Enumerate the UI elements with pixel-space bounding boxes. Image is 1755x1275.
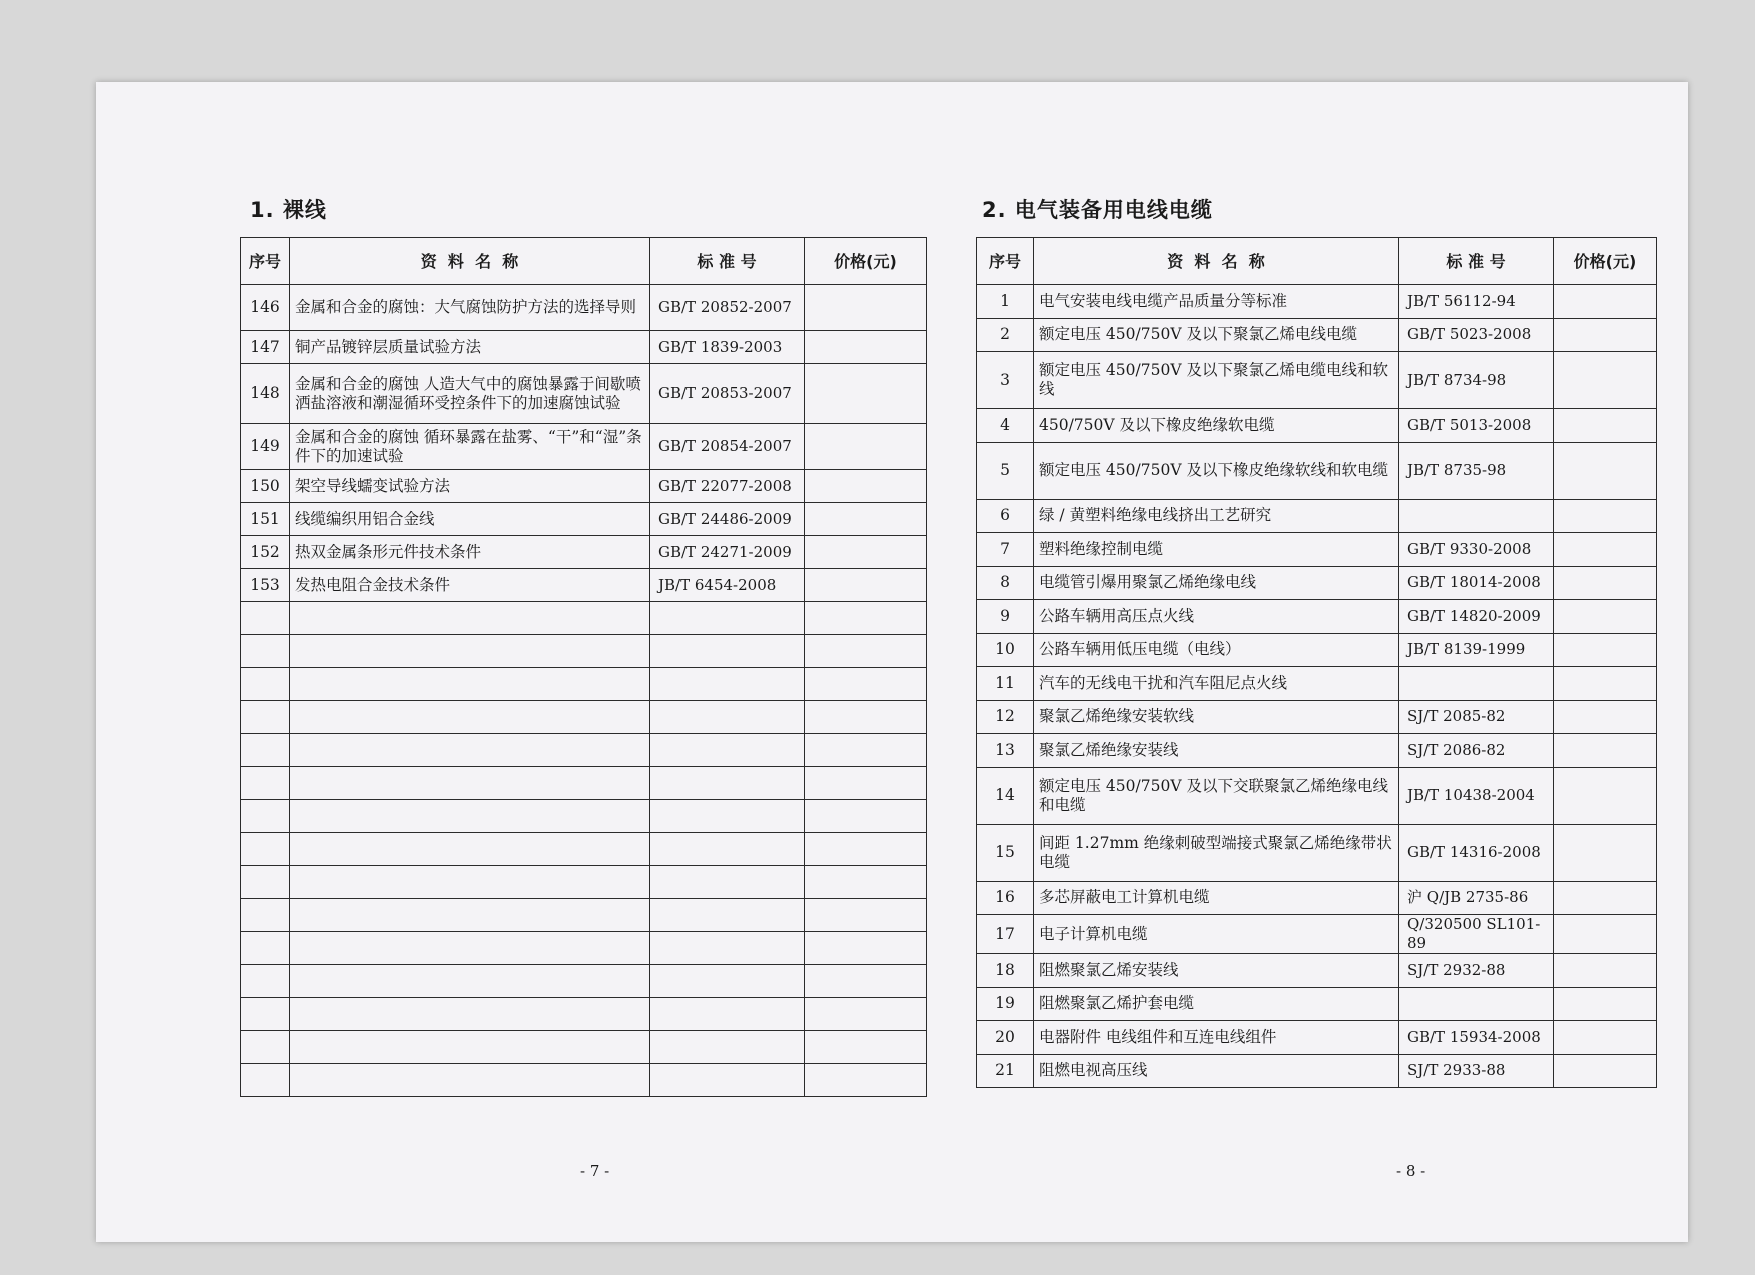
header-name: 资 料 名 称 [290,238,650,285]
table-row [241,364,927,424]
table-row [241,569,927,602]
empty-row [241,965,927,998]
row-price [1554,915,1657,954]
empty-row [241,833,927,866]
row-no: 7 [977,533,1034,567]
row-name: 聚氯乙烯绝缘安装线 [1034,734,1399,768]
page-number-right: - 8 - [1396,1162,1426,1180]
row-std: GB/T 20854-2007 [650,424,805,470]
header-std: 标 准 号 [650,238,805,285]
row-std: SJ/T 2933-88 [1399,1054,1554,1088]
row-name: 金属和合金的腐蚀 循环暴露在盐雾、“干”和“湿”条件下的加速试验 [290,424,650,470]
row-price [1554,1021,1657,1055]
row-std: GB/T 9330-2008 [1399,533,1554,567]
empty-row [241,602,927,635]
row-name: 多芯屏蔽电工计算机电缆 [1034,881,1399,915]
table-row [977,767,1657,824]
row-std: GB/T 20852-2007 [650,285,805,331]
row-std: GB/T 14820-2009 [1399,600,1554,634]
empty-row [241,701,927,734]
row-price [1554,954,1657,988]
row-price [1554,667,1657,701]
row-price [1554,767,1657,824]
row-name: 公路车辆用高压点火线 [1034,600,1399,634]
row-std: JB/T 8734-98 [1399,352,1554,409]
table-header-row [977,238,1657,285]
table-row [977,824,1657,881]
row-std [1399,667,1554,701]
row-no: 14 [977,767,1034,824]
row-no: 16 [977,881,1034,915]
table-row [977,954,1657,988]
row-name: 电子计算机电缆 [1034,915,1399,954]
table-row [977,700,1657,734]
row-name: 额定电压 450/750V 及以下聚氯乙烯电线电缆 [1034,318,1399,352]
row-name: 聚氯乙烯绝缘安装软线 [1034,700,1399,734]
row-no: 8 [977,566,1034,600]
row-name: 阻燃电视高压线 [1034,1054,1399,1088]
row-no: 12 [977,700,1034,734]
row-price [805,285,927,331]
row-no: 10 [977,633,1034,667]
row-no: 20 [977,1021,1034,1055]
row-name: 塑料绝缘控制电缆 [1034,533,1399,567]
row-price [1554,633,1657,667]
empty-row [241,734,927,767]
row-std: GB/T 1839-2003 [650,331,805,364]
scanned-sheet [96,82,1688,1242]
table-row [241,424,927,470]
row-no: 11 [977,667,1034,701]
row-name: 铜产品镀锌层质量试验方法 [290,331,650,364]
row-price [1554,442,1657,499]
row-std: SJ/T 2085-82 [1399,700,1554,734]
row-no: 150 [241,470,290,503]
empty-row [241,767,927,800]
row-no: 5 [977,442,1034,499]
row-no: 146 [241,285,290,331]
row-no: 13 [977,734,1034,768]
row-price [1554,352,1657,409]
row-price [1554,600,1657,634]
row-no: 152 [241,536,290,569]
row-name: 额定电压 450/750V 及以下橡皮绝缘软线和软电缆 [1034,442,1399,499]
table-row [977,667,1657,701]
row-std: GB/T 24486-2009 [650,503,805,536]
row-name: 间距 1.27mm 绝缘刺破型端接式聚氯乙烯绝缘带状电缆 [1034,824,1399,881]
row-price [1554,566,1657,600]
row-std: GB/T 18014-2008 [1399,566,1554,600]
row-std: GB/T 15934-2008 [1399,1021,1554,1055]
empty-row [241,635,927,668]
row-price [1554,318,1657,352]
empty-row [241,800,927,833]
row-no: 15 [977,824,1034,881]
electrical-cable-table [976,237,1657,1088]
table-row [977,285,1657,319]
row-no: 151 [241,503,290,536]
row-price [1554,409,1657,443]
page-number-left: - 7 - [580,1162,610,1180]
row-price [805,536,927,569]
row-std: GB/T 20853-2007 [650,364,805,424]
row-no: 21 [977,1054,1034,1088]
row-price [1554,881,1657,915]
table-row [977,566,1657,600]
row-no: 147 [241,331,290,364]
empty-row [241,866,927,899]
row-std: SJ/T 2932-88 [1399,954,1554,988]
section-heading-bare-wire: 1. 裸线 [250,198,327,222]
row-name: 线缆编织用铝合金线 [290,503,650,536]
table-row [977,987,1657,1021]
row-price [1554,285,1657,319]
empty-row [241,668,927,701]
row-price [805,331,927,364]
table-row [977,734,1657,768]
row-price [1554,499,1657,533]
row-name: 金属和合金的腐蚀 人造大气中的腐蚀暴露于间歇喷洒盐溶液和潮湿循环受控条件下的加速腐蚀试验 [290,364,650,424]
row-std: GB/T 5013-2008 [1399,409,1554,443]
table-row [977,881,1657,915]
row-name: 电缆管引爆用聚氯乙烯绝缘电线 [1034,566,1399,600]
empty-row [241,1064,927,1097]
row-name: 汽车的无线电干扰和汽车阻尼点火线 [1034,667,1399,701]
row-price [1554,987,1657,1021]
row-price [805,470,927,503]
row-name: 热双金属条形元件技术条件 [290,536,650,569]
row-std: JB/T 8735-98 [1399,442,1554,499]
table-row [977,915,1657,954]
row-no: 19 [977,987,1034,1021]
row-price [1554,824,1657,881]
header-no: 序号 [241,238,290,285]
row-std: JB/T 56112-94 [1399,285,1554,319]
row-std: SJ/T 2086-82 [1399,734,1554,768]
row-std: GB/T 22077-2008 [650,470,805,503]
empty-row [241,899,927,932]
header-name: 资 料 名 称 [1034,238,1399,285]
table-row [977,1054,1657,1088]
header-price: 价格(元) [805,238,927,285]
row-name: 450/750V 及以下橡皮绝缘软电缆 [1034,409,1399,443]
table-row [977,318,1657,352]
row-price [805,364,927,424]
row-std: JB/T 6454-2008 [650,569,805,602]
row-name: 架空导线蠕变试验方法 [290,470,650,503]
section-heading-electrical-cables: 2. 电气装备用电线电缆 [982,198,1213,222]
row-price [805,569,927,602]
row-std [1399,499,1554,533]
row-no: 17 [977,915,1034,954]
row-no: 6 [977,499,1034,533]
row-price [1554,700,1657,734]
table-row [241,470,927,503]
bare-wire-table [240,237,927,1097]
row-std: GB/T 5023-2008 [1399,318,1554,352]
row-name: 阻燃聚氯乙烯安装线 [1034,954,1399,988]
row-name: 阻燃聚氯乙烯护套电缆 [1034,987,1399,1021]
row-name: 绿 / 黄塑料绝缘电线挤出工艺研究 [1034,499,1399,533]
row-name: 发热电阻合金技术条件 [290,569,650,602]
row-no: 9 [977,600,1034,634]
table-row [977,352,1657,409]
row-std: JB/T 10438-2004 [1399,767,1554,824]
row-no: 1 [977,285,1034,319]
header-price: 价格(元) [1554,238,1657,285]
table-row [241,331,927,364]
row-price [1554,734,1657,768]
table-row [977,633,1657,667]
row-no: 148 [241,364,290,424]
table-row [241,536,927,569]
row-std: 沪 Q/JB 2735-86 [1399,881,1554,915]
row-price [805,503,927,536]
empty-row [241,932,927,965]
row-name: 金属和合金的腐蚀：大气腐蚀防护方法的选择导则 [290,285,650,331]
row-name: 电器附件 电线组件和互连电线组件 [1034,1021,1399,1055]
table-row [977,1021,1657,1055]
row-no: 18 [977,954,1034,988]
table-header-row [241,238,927,285]
row-name: 公路车辆用低压电缆（电线） [1034,633,1399,667]
row-name: 额定电压 450/750V 及以下聚氯乙烯电缆电线和软线 [1034,352,1399,409]
row-name: 额定电压 450/750V 及以下交联聚氯乙烯绝缘电线和电缆 [1034,767,1399,824]
table-row [241,285,927,331]
row-no: 4 [977,409,1034,443]
row-no: 153 [241,569,290,602]
row-no: 2 [977,318,1034,352]
row-price [1554,1054,1657,1088]
row-std: JB/T 8139-1999 [1399,633,1554,667]
row-no: 3 [977,352,1034,409]
row-std [1399,987,1554,1021]
empty-row [241,998,927,1031]
row-std: GB/T 24271-2009 [650,536,805,569]
header-no: 序号 [977,238,1034,285]
empty-row [241,1031,927,1064]
row-price [1554,533,1657,567]
table-row [977,533,1657,567]
table-row [977,499,1657,533]
row-price [805,424,927,470]
row-std: GB/T 14316-2008 [1399,824,1554,881]
row-no: 149 [241,424,290,470]
table-row [977,442,1657,499]
row-std: Q/320500 SL101-89 [1399,915,1554,954]
table-row [977,409,1657,443]
row-name: 电气安装电线电缆产品质量分等标准 [1034,285,1399,319]
header-std: 标 准 号 [1399,238,1554,285]
table-row [977,600,1657,634]
table-row [241,503,927,536]
